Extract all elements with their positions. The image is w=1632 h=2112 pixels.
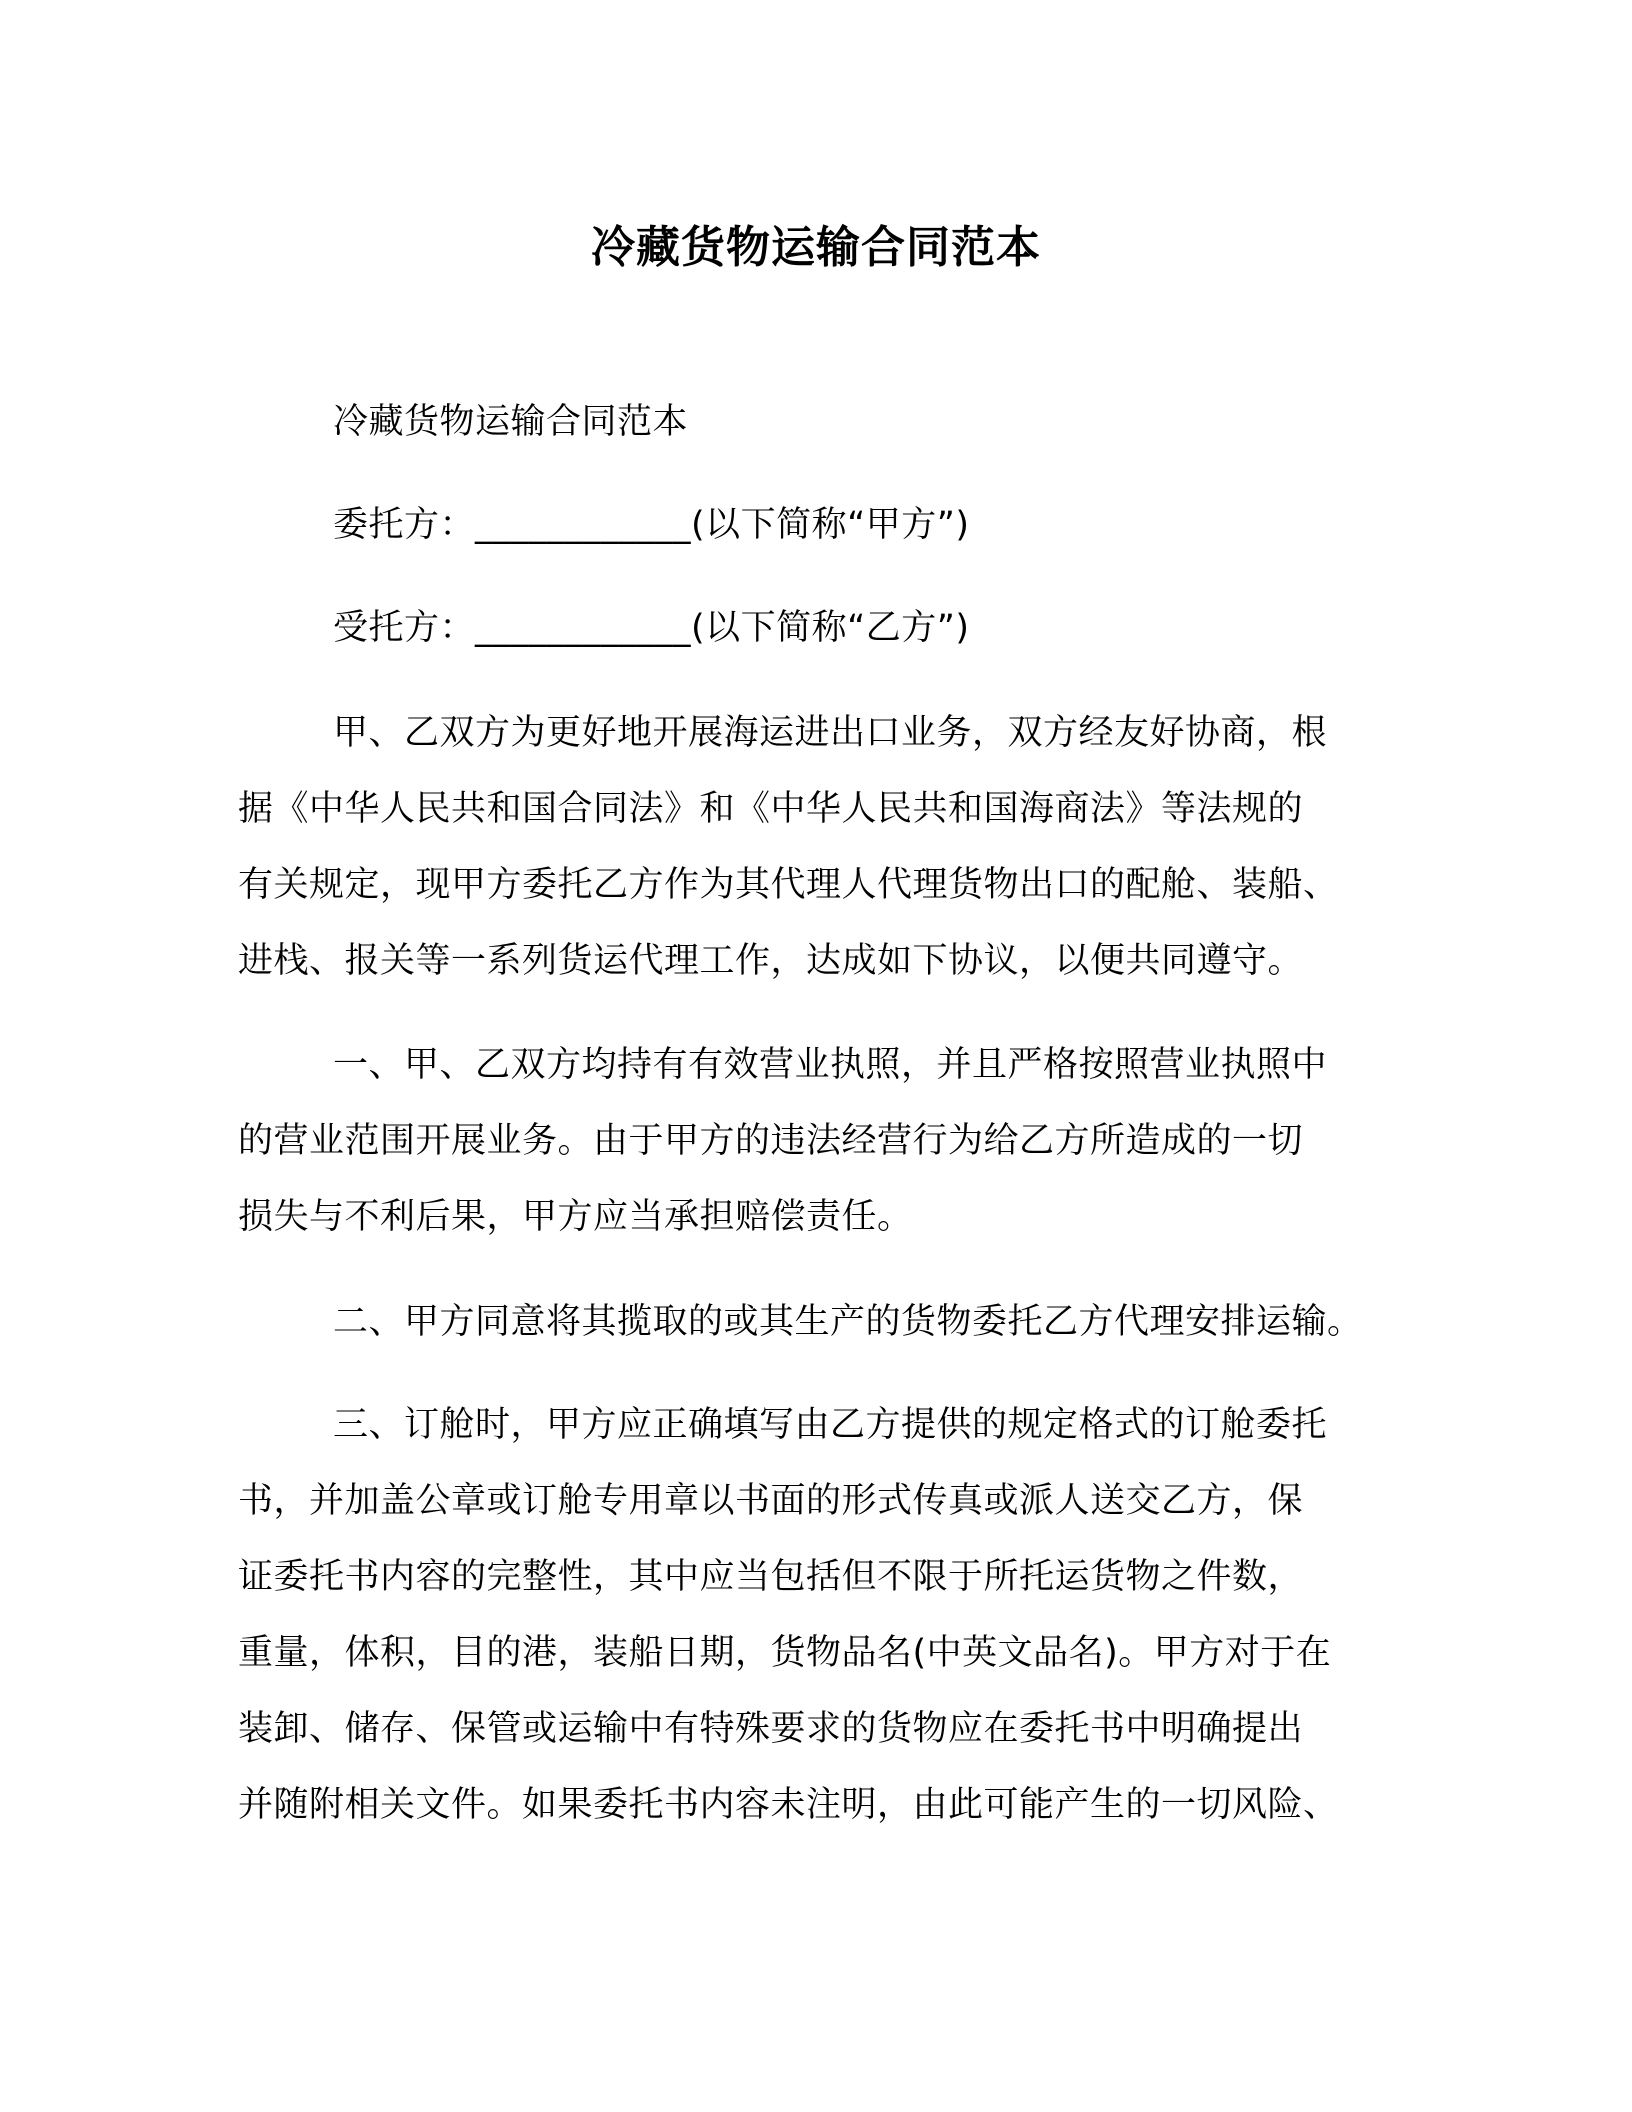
preamble-line: 进栈、报关等一系列货运代理工作，达成如下协议，以便共同遵守。 xyxy=(238,941,1304,981)
clause-3-line: 证委托书内容的完整性，其中应当包括但不限于所托运货物之件数， xyxy=(238,1557,1304,1597)
clause-1-line: 一、甲、乙双方均持有有效营业执照，并且严格按照营业执照中 xyxy=(333,1045,1328,1085)
preamble-line: 甲、乙双方为更好地开展海运进出口业务，双方经友好协商，根 xyxy=(333,713,1328,753)
clause-3-line: 三、订舱时，甲方应正确填写由乙方提供的规定格式的订舱委托 xyxy=(333,1405,1328,1445)
clause-1-line: 的营业范围开展业务。由于甲方的违法经营行为给乙方所造成的一切 xyxy=(238,1121,1304,1161)
clause-3-line: 并随附相关文件。如果委托书内容未注明，由此可能产生的一切风险、 xyxy=(238,1785,1339,1825)
clause-2-line: 二、甲方同意将其揽取的或其生产的货物委托乙方代理安排运输。 xyxy=(333,1302,1363,1342)
clause-3-line: 重量，体积，目的港，装船日期，货物品名(中英文品名)。甲方对于在 xyxy=(238,1633,1332,1673)
party-a-line: 委托方：____________(以下简称“甲方”) xyxy=(333,505,970,545)
document-subtitle: 冷藏货物运输合同范本 xyxy=(333,402,689,442)
document-title: 冷藏货物运输合同范本 xyxy=(591,222,1041,273)
clause-1-line: 损失与不利后果，甲方应当承担赔偿责任。 xyxy=(238,1197,913,1237)
clause-3-line: 装卸、储存、保管或运输中有特殊要求的货物应在委托书中明确提出 xyxy=(238,1709,1304,1749)
party-b-line: 受托方：____________(以下简称“乙方”) xyxy=(333,608,970,648)
clause-3-line: 书，并加盖公章或订舱专用章以书面的形式传真或派人送交乙方，保 xyxy=(238,1481,1304,1521)
preamble-line: 有关规定，现甲方委托乙方作为其代理人代理货物出口的配舱、装船、 xyxy=(238,865,1339,905)
preamble-line: 据《中华人民共和国合同法》和《中华人民共和国海商法》等法规的 xyxy=(238,789,1304,829)
